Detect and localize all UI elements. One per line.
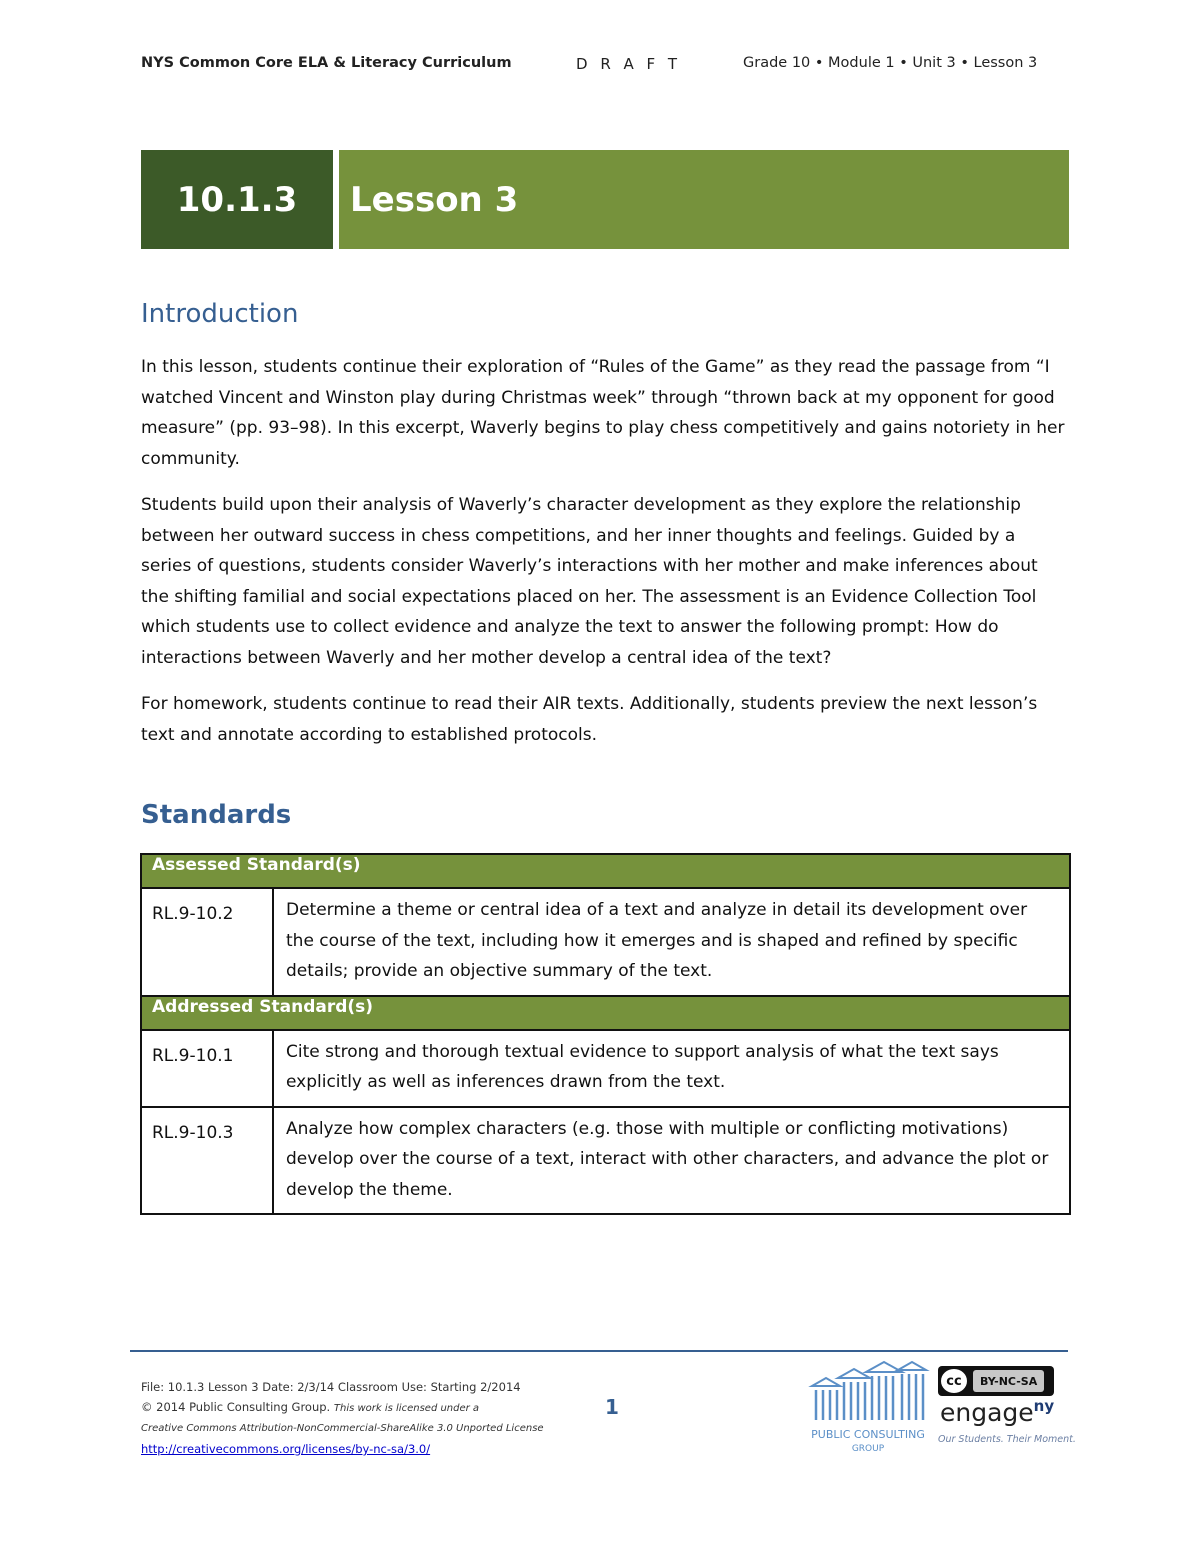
footer-text: [141, 1377, 544, 1459]
standard-text: Analyze how complex characters (e.g. those with multiple or conflicting motivations) develop over the course of a text, interact with other characters, and advance the plot or develop the theme.: [273, 1107, 1070, 1215]
footer-copyright: © 2014 Public Consulting Group.: [141, 1400, 334, 1414]
header-curriculum: NYS Common Core ELA & Literacy Curriculum: [141, 55, 512, 71]
footer-license-intro: This work is licensed under a: [333, 1403, 480, 1414]
cc-license-type: BY-NC-SA: [973, 1370, 1044, 1392]
standards-heading: Standards: [141, 800, 292, 830]
addressed-section-label: Addressed Standard(s): [141, 996, 1070, 1030]
pcg-group: GROUP: [851, 1444, 885, 1454]
introduction-heading: Introduction: [141, 299, 299, 329]
cc-icon: cc: [941, 1369, 967, 1393]
lesson-number-banner: 10.1.3: [141, 150, 333, 249]
engageny-tagline: Our Students. Their Moment.: [938, 1434, 1076, 1445]
standard-code: RL.9-10.3: [141, 1107, 273, 1215]
page-number: 1: [605, 1395, 619, 1419]
table-row: [141, 888, 1070, 996]
intro-paragraph-2: Students build upon their analysis of Waverly’s character development as they explore the relationship between her outward success in chess competitions, and her inner thoughts and feelings. Guided by a series of questions, students consider Waverly’s interactions with her mother and make inferences about the shifting familial and social expectations placed on her. The assessment is an Evidence Collection Tool which students use to collect evidence and analyze the text to answer the following prompt: How do interactions between Waverly and her mother develop a central idea of the text?: [141, 495, 1038, 668]
footer-copyright-line: [141, 1397, 544, 1419]
table-row: [141, 1030, 1070, 1107]
intro-paragraph-1: In this lesson, students continue their exploration of “Rules of the Game” as they read the passage from “I watched Vincent and Winston play during Christmas week” through “thrown back at my opponent for good measure” (pp. 93–98). In this excerpt, Waverly begins to play chess competitively and gains notoriety in her community.: [141, 357, 1065, 469]
intro-paragraph-3: For homework, students continue to read their AIR texts. Additionally, students preview the next lesson’s text and annotate according to established protocols.: [141, 694, 1038, 745]
standard-code: RL.9-10.1: [141, 1030, 273, 1107]
footer-license-name: Creative Commons Attribution-NonCommercial-ShareAlike 3.0 Unported License: [141, 1423, 544, 1434]
standard-code: RL.9-10.2: [141, 888, 273, 996]
standard-text: Determine a theme or central idea of a text and analyze in detail its development over the course of the text, including how it emerges and is shaped and refined by specific details; provide an objective summary of the text.: [273, 888, 1070, 996]
engage-word: engage: [940, 1398, 1034, 1427]
addressed-section-row: [141, 996, 1070, 1030]
lesson-title-banner: Lesson 3: [339, 150, 1069, 249]
footer-divider: [130, 1350, 1068, 1352]
header-grade-module: Grade 10 • Module 1 • Unit 3 • Lesson 3: [743, 55, 1038, 71]
header-draft: D R A F T: [576, 55, 682, 73]
pcg-name: PUBLIC CONSULTING: [811, 1428, 925, 1441]
license-link[interactable]: http://creativecommons.org/licenses/by-nc-sa/3.0/: [141, 1442, 431, 1456]
standard-text: Cite strong and thorough textual evidence to support analysis of what the text says explicitly as well as inferences drawn from the text.: [273, 1030, 1070, 1107]
standards-table: [140, 853, 1071, 1215]
pcg-logo: [806, 1358, 930, 1456]
engageny-logo: [940, 1397, 1054, 1427]
engage-ny: ny: [1033, 1397, 1055, 1415]
cc-license-badge: [938, 1366, 1054, 1396]
assessed-section-label: Assessed Standard(s): [141, 854, 1070, 888]
footer-file-line: File: 10.1.3 Lesson 3 Date: 2/3/14 Classroom Use: Starting 2/2014: [141, 1380, 521, 1394]
table-row: [141, 1107, 1070, 1215]
assessed-section-row: [141, 854, 1070, 888]
